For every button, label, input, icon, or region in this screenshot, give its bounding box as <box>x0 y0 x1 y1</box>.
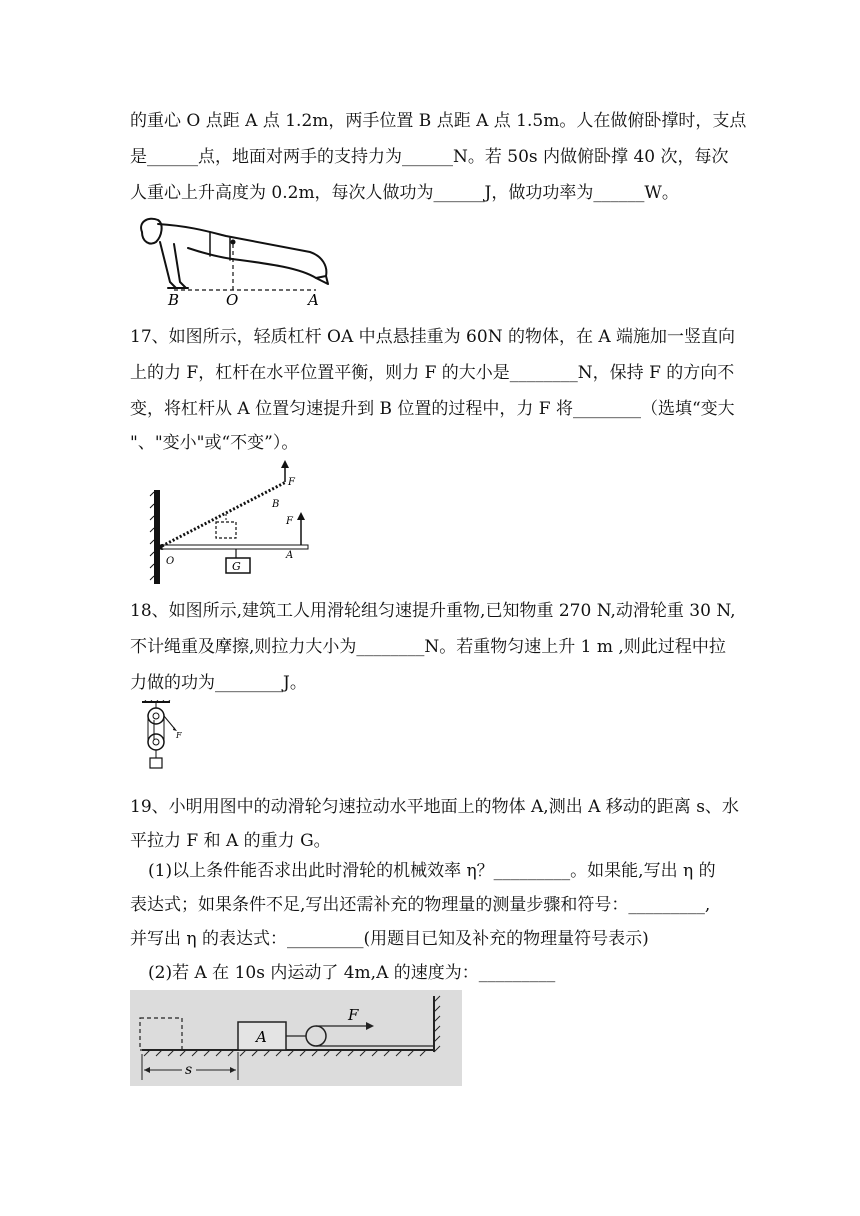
ground-pulley-figure <box>130 990 462 1086</box>
q17-text-line-4: "、"变小"或“不变”）。 <box>130 433 299 453</box>
pulley-weight-box <box>150 758 162 768</box>
pushup-figure <box>130 212 340 308</box>
q16-text-line-3: 人重心上升高度为 0.2m，每次人做功为______J，做功功率为______W。 <box>130 183 679 203</box>
label-b: B <box>168 291 180 308</box>
q17-text-line-3: 变，将杠杆从 A 位置匀速提升到 B 位置的过程中，力 F 将________（选填“变大 <box>130 399 735 419</box>
q19-text-line-6: (2)若 A 在 10s 内运动了 4m,A 的速度为：_________ <box>148 963 556 983</box>
label-o: O <box>226 291 239 308</box>
label-o: O <box>166 556 175 567</box>
label-a: A <box>308 291 319 308</box>
lever-figure <box>146 460 322 586</box>
q19-text-line-4: 表达式；如果条件不足,写出还需补充的物理量的测量步骤和符号：_________, <box>130 895 711 915</box>
arm-shape <box>160 242 186 288</box>
weight-box-raised <box>216 522 236 538</box>
head-shape <box>141 219 162 244</box>
pulley-figure <box>140 700 188 772</box>
label-f: F <box>348 1006 359 1024</box>
q16-text-line-2: 是______点，地面对两手的支持力为______N。若 50s 内做俯卧撑 40 次，每次 <box>130 147 729 167</box>
q19-text-line-5: 并写出 η 的表达式：_________(用题目已知及补充的物理量符号表示) <box>130 929 649 949</box>
movable-pulley <box>148 734 164 750</box>
lever-raised <box>162 482 286 546</box>
q18-text-line-1: 18、如图所示,建筑工人用滑轮组匀速提升重物,已知物重 270 N,动滑轮重 30 N, <box>130 601 736 621</box>
label-f-top: F <box>288 477 295 488</box>
q19-text-line-1: 19、小明用图中的动滑轮匀速拉动水平地面上的物体 A,测出 A 移动的距离 s、水 <box>130 797 739 817</box>
q19-text-line-3: (1)以上条件能否求出此时滑轮的机械效率 η？_________。如果能,写出 η 的 <box>148 861 716 881</box>
q17-text-line-2: 上的力 F，杠杆在水平位置平衡，则力 F 的大小是________N，保持 F 的方向不 <box>130 363 735 383</box>
torso-shape <box>158 224 326 278</box>
q18-text-line-2: 不计绳重及摩擦,则拉力大小为________N。若重物匀速上升 1 m ,则此过程中拉 <box>130 637 726 657</box>
label-g: G <box>232 560 241 573</box>
q17-text-line-1: 17、如图所示，轻质杠杆 OA 中点悬挂重为 60N 的物体，在 A 端施加一竖直向 <box>130 327 736 347</box>
label-f-side: F <box>286 516 293 527</box>
lever-horizontal <box>162 545 308 549</box>
label-f: F <box>176 731 182 740</box>
q18-text-line-3: 力做的功为________J。 <box>130 673 307 693</box>
fixed-pulley <box>148 708 164 724</box>
q16-text-line-1: 的重心 O 点距 A 点 1.2m，两手位置 B 点距 A 点 1.5m。人在做俯卧撑时，支点 <box>130 111 747 131</box>
label-s: s <box>185 1062 193 1078</box>
q19-text-line-2: 平拉力 F 和 A 的重力 G。 <box>130 831 331 851</box>
label-a: A <box>256 1028 267 1046</box>
label-b: B <box>272 499 280 510</box>
center-of-gravity-dot <box>231 240 236 245</box>
label-a: A <box>286 550 294 561</box>
